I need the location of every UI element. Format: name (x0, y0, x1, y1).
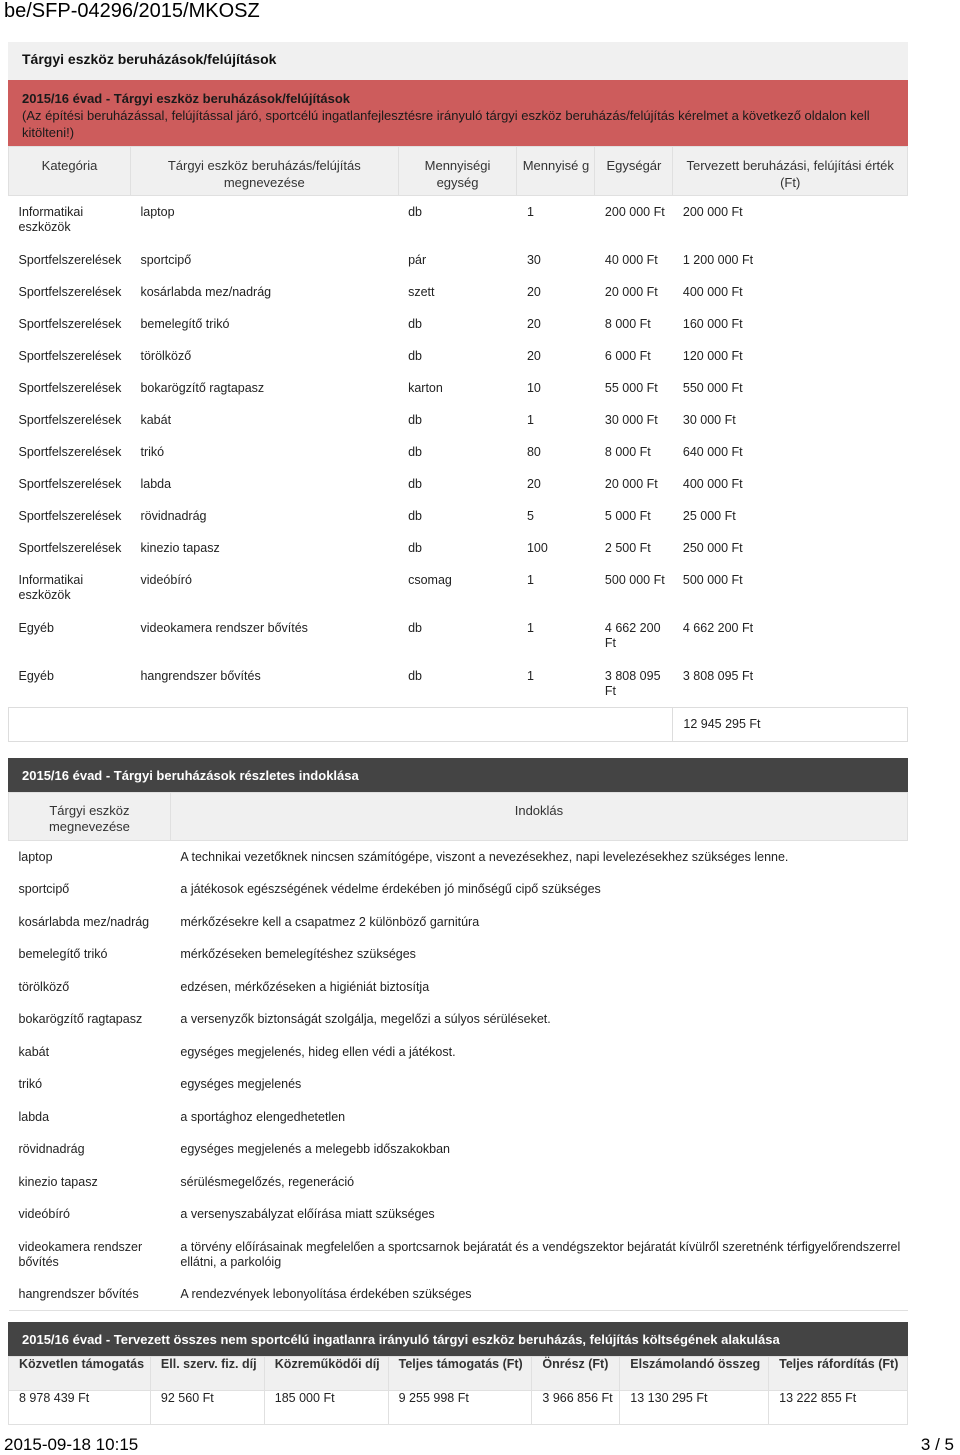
table-row (9, 938, 908, 971)
items-table (8, 146, 908, 742)
item-quantity: 20 (526, 284, 541, 299)
item-name: törölköző (140, 348, 192, 363)
justification-reason: A technikai vezetőknek nincsen számítógépe, viszont a nevezésekhez, napi levelezésekhez szükséges lenne. (180, 850, 789, 864)
item-unit-price: 6 000 Ft (604, 348, 651, 363)
justification-asset-name: labda (18, 1109, 50, 1124)
item-category: Sportfelszerelések (18, 380, 122, 395)
item-unit-price: 3 808 095 Ft (604, 668, 661, 698)
header-unit: Mennyiségi egység (398, 147, 517, 196)
table-row (9, 196, 908, 244)
costs-table (8, 1356, 908, 1425)
item-unit: db (408, 540, 422, 555)
item-quantity: 1 (526, 668, 534, 683)
item-unit: db (408, 476, 422, 491)
justification-asset-name: sportcipő (18, 882, 70, 896)
item-quantity: 100 (526, 540, 548, 555)
item-unit-price: 20 000 Ft (604, 476, 658, 491)
item-value: 550 000 Ft (682, 380, 743, 395)
contributor-fee-value: 185 000 Ft (264, 1391, 388, 1425)
total-support-value: 9 255 998 Ft (388, 1391, 532, 1425)
item-name: kinezio tapasz (140, 540, 220, 555)
item-value: 400 000 Ft (682, 284, 743, 299)
header-quantity: Mennyisé g (517, 147, 595, 196)
justification-asset-name: videokamera rendszer bővítés (18, 1239, 143, 1269)
item-name: kosárlabda mez/nadrág (140, 284, 272, 299)
item-value: 3 808 095 Ft (682, 668, 754, 683)
item-name: labda (140, 476, 172, 491)
justification-reason: a sportághoz elengedhetetlen (180, 1109, 346, 1124)
item-unit: db (408, 668, 422, 683)
total-row (9, 708, 908, 742)
table-row (9, 372, 908, 404)
table-row (9, 308, 908, 340)
justification-asset-name: törölköző (18, 979, 70, 994)
item-name: kabát (140, 412, 172, 427)
table-row (9, 1198, 908, 1231)
own-share-value: 3 966 856 Ft (532, 1391, 620, 1425)
item-quantity: 20 (526, 316, 541, 331)
header-contributor-fee: Közreműködői díj (264, 1357, 388, 1391)
justification-reason: a versenyzők biztonságát szolgálja, megelőzi a súlyos sérüléseket. (180, 1012, 551, 1026)
justification-reason: a játékosok egészségének védelme érdekében jó minőségű cipő szükséges (180, 882, 601, 896)
item-unit-price: 30 000 Ft (604, 412, 658, 427)
justification-title: 2015/16 évad - Tárgyi beruházások részletes indoklása (8, 758, 908, 792)
justification-reason: egységes megjelenés (180, 1077, 302, 1091)
item-unit-price: 2 500 Ft (604, 540, 651, 555)
item-unit-price: 55 000 Ft (604, 380, 658, 395)
costs-values-row (9, 1391, 908, 1425)
justification-asset-name: kinezio tapasz (18, 1174, 98, 1189)
item-unit: szett (408, 284, 435, 299)
header-accountable-amount: Elszámolandó összeg (620, 1357, 769, 1391)
item-quantity: 30 (526, 252, 541, 267)
item-unit-price: 8 000 Ft (604, 316, 651, 331)
document-id: be/SFP-04296/2015/MKOSZ (4, 0, 260, 22)
item-unit: pár (408, 252, 427, 267)
accountable-amount-value: 13 130 295 Ft (620, 1391, 769, 1425)
item-quantity: 20 (526, 476, 541, 491)
justification-asset-name: trikó (18, 1077, 43, 1091)
table-row (9, 873, 908, 906)
item-value: 400 000 Ft (682, 476, 743, 491)
table-row (9, 532, 908, 564)
item-name: sportcipő (140, 252, 192, 267)
table-row (9, 1166, 908, 1199)
item-value: 30 000 Ft (682, 412, 736, 427)
item-value: 200 000 Ft (682, 205, 743, 219)
header-own-share: Önrész (Ft) (532, 1357, 620, 1391)
header-total-expenditure: Teljes ráfordítás (Ft) (769, 1357, 908, 1391)
table-row (9, 436, 908, 468)
table-row (9, 340, 908, 372)
item-unit: db (408, 205, 422, 219)
justification-asset-name: laptop (18, 850, 53, 864)
justification-reason: sérülésmegelőzés, regeneráció (180, 1174, 355, 1189)
justification-reason: egységes megjelenés, hideg ellen védi a játékost. (180, 1044, 456, 1059)
footer-date: 2015-09-18 10:15 (4, 1435, 139, 1454)
justification-asset-name: videóbíró (18, 1207, 70, 1221)
item-unit-price: 40 000 Ft (604, 252, 658, 267)
item-unit: db (408, 412, 422, 427)
item-category: Sportfelszerelések (18, 316, 122, 331)
item-category: Sportfelszerelések (18, 540, 122, 555)
table-row (9, 468, 908, 500)
item-unit: db (408, 620, 422, 635)
item-unit-price: 8 000 Ft (604, 444, 651, 459)
item-value: 160 000 Ft (682, 316, 743, 331)
item-unit-price: 5 000 Ft (604, 508, 651, 523)
item-value: 500 000 Ft (682, 572, 743, 587)
table-row (9, 1231, 908, 1278)
table-row (9, 244, 908, 276)
total-value: 12 945 295 Ft (673, 708, 908, 742)
header-planned-value: Tervezett beruházási, felújítási érték (Ft) (673, 147, 908, 196)
item-category: Sportfelszerelések (18, 284, 122, 299)
item-name: bemelegítő trikó (140, 316, 230, 331)
header-reason: Indoklás (170, 793, 907, 841)
table-row (9, 612, 908, 660)
item-name: hangrendszer bővítés (140, 668, 261, 683)
item-value: 4 662 200 Ft (682, 620, 754, 635)
header-asset-name: Tárgyi eszköz megnevezése (9, 793, 171, 841)
item-unit-price: 200 000 Ft (604, 205, 665, 219)
item-category: Informatikai eszközök (18, 572, 84, 602)
section-title: Tárgyi eszköz beruházások/felújítások (8, 42, 908, 80)
item-category: Sportfelszerelések (18, 252, 122, 267)
justification-asset-name: kosárlabda mez/nadrág (18, 914, 150, 929)
item-name: videokamera rendszer bővítés (140, 620, 308, 635)
justification-reason: a versenyszabályzat előírása miatt szükséges (180, 1207, 435, 1221)
header-unit-price: Egységár (595, 147, 673, 196)
item-name: bokarögzítő ragtapasz (140, 380, 265, 395)
item-quantity: 1 (526, 205, 534, 219)
table-row (9, 1133, 908, 1166)
table-row (9, 841, 908, 874)
item-category: Sportfelszerelések (18, 476, 122, 491)
item-category: Sportfelszerelések (18, 508, 122, 523)
season-header-note: (Az építési beruházással, felújítással járó, sportcélú ingatlanfejlesztésre irányuló tárgyi eszköz beruházás/felújítás kérelmet a következő oldalon kell kitölteni!) (22, 108, 870, 140)
justification-reason: a törvény előírásainak megfelelően a sportcsarnok bejáratát és a vendégszektor bejáratát kívülről szeretnénk térfigyelőrendszerrel ellátni, a parkolóig (180, 1239, 901, 1269)
table-row (9, 906, 908, 939)
table-row (9, 1036, 908, 1069)
table-row (9, 276, 908, 308)
justification-asset-name: hangrendszer bővítés (18, 1286, 139, 1301)
justification-header-row (9, 793, 908, 841)
table-row (9, 1278, 908, 1311)
item-name: videóbíró (140, 572, 192, 587)
item-quantity: 80 (526, 444, 541, 459)
direct-support-value: 8 978 439 Ft (9, 1391, 151, 1425)
item-quantity: 1 (526, 620, 534, 635)
header-category: Kategória (9, 147, 131, 196)
justification-table (8, 792, 908, 1311)
justification-reason: egységes megjelenés a melegebb időszakokban (180, 1142, 451, 1156)
justification-reason: mérkőzésekre kell a csapatmez 2 különböző garnitúra (180, 914, 480, 929)
total-spacer (9, 708, 673, 742)
item-value: 1 200 000 Ft (682, 252, 754, 267)
table-row (9, 660, 908, 708)
item-name: trikó (140, 444, 165, 459)
header-item-name: Tárgyi eszköz beruházás/felújítás megnevezése (130, 147, 398, 196)
justification-reason: A rendezvények lebonyolítása érdekében szükséges (180, 1286, 472, 1301)
costs-title: 2015/16 évad - Tervezett összes nem sportcélú ingatlanra irányuló tárgyi eszköz beruházás, felújítás költségének alakulása (8, 1322, 908, 1356)
items-header-row (9, 147, 908, 196)
justification-asset-name: rövidnadrág (18, 1142, 85, 1156)
item-quantity: 20 (526, 348, 541, 363)
item-name: rövidnadrág (140, 508, 207, 523)
season-header-title: 2015/16 évad - Tárgyi eszköz beruházások/felújítások (22, 91, 351, 106)
item-unit: db (408, 508, 422, 523)
table-row (9, 564, 908, 612)
item-unit: csomag (408, 572, 452, 587)
item-value: 120 000 Ft (682, 348, 743, 363)
item-quantity: 1 (526, 572, 534, 587)
control-fee-value: 92 560 Ft (150, 1391, 264, 1425)
header-direct-support: Közvetlen támogatás (9, 1357, 151, 1391)
justification-reason: mérkőzéseken bemelegítéshez szükséges (180, 947, 416, 961)
table-row (9, 971, 908, 1004)
item-name: laptop (140, 205, 175, 219)
item-category: Egyéb (18, 620, 54, 635)
justification-asset-name: bemelegítő trikó (18, 947, 108, 961)
item-value: 640 000 Ft (682, 444, 743, 459)
item-unit-price: 20 000 Ft (604, 284, 658, 299)
costs-header-row (9, 1357, 908, 1391)
table-row (9, 1068, 908, 1101)
table-row (9, 500, 908, 532)
justification-asset-name: bokarögzítő ragtapasz (18, 1012, 143, 1026)
item-category: Informatikai eszközök (18, 205, 84, 234)
item-quantity: 1 (526, 412, 534, 427)
season-header (8, 80, 908, 146)
header-total-support: Teljes támogatás (Ft) (388, 1357, 532, 1391)
justification-reason: edzésen, mérkőzéseken a higiéniát biztosítja (180, 979, 430, 994)
item-quantity: 10 (526, 380, 541, 395)
item-unit: karton (408, 380, 443, 395)
item-unit-price: 4 662 200 Ft (604, 620, 661, 650)
table-row (9, 1003, 908, 1036)
item-unit: db (408, 348, 422, 363)
table-row (9, 404, 908, 436)
page-number: 3 / 5 (920, 1435, 954, 1454)
item-quantity: 5 (526, 508, 534, 523)
total-expenditure-value: 13 222 855 Ft (769, 1391, 908, 1425)
justification-asset-name: kabát (18, 1044, 50, 1059)
header-control-fee: Ell. szerv. fiz. díj (150, 1357, 264, 1391)
item-unit: db (408, 444, 422, 459)
item-value: 25 000 Ft (682, 508, 736, 523)
table-row (9, 1101, 908, 1134)
item-value: 250 000 Ft (682, 540, 743, 555)
item-unit: db (408, 316, 422, 331)
item-category: Sportfelszerelések (18, 412, 122, 427)
item-category: Sportfelszerelések (18, 348, 122, 363)
item-unit-price: 500 000 Ft (604, 572, 665, 587)
item-category: Egyéb (18, 668, 54, 683)
item-category: Sportfelszerelések (18, 444, 122, 459)
